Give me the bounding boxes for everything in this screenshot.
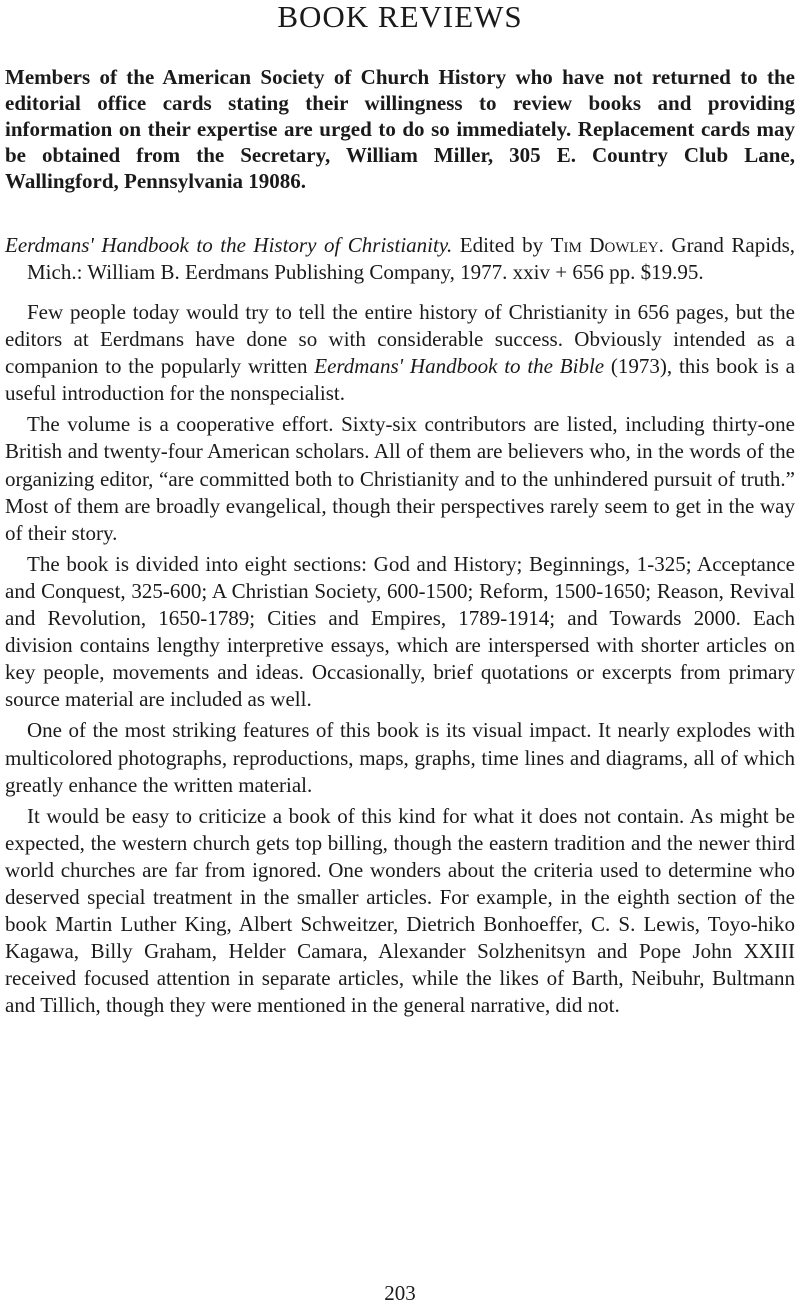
review-paragraph-2: The volume is a cooperative effort. Sixty-six contributors are listed, including thirty-one British and twenty-four American scholars. All of them are believers who, in the words of the organizing editor, “are committed both to Christianity and to the unhindered pursuit of truth.” Most of them are broadly evangelical, though their perspectives rarely seem to get in the way of their story. — [5, 412, 795, 545]
book-title: Eerdmans' Handbook to the History of Christianity. — [5, 233, 453, 257]
publication-info: Grand Rapids, Mich.: William B. Eerdmans Publishing Company, 1977. xxiv + 656 pp. $19.95. — [27, 233, 796, 284]
edited-by-label: Edited by — [459, 233, 544, 257]
review-paragraph-3: The book is divided into eight sections: God and History; Beginnings, 1-325; Acceptance and Conquest, 325-600; A Christian Society, 600-1500; Reform, 1500-1650; Reason, Revival and Revolution, 1650-1789; Cities and Empires, 1789-1914; and Towards 2000. Each division contains lengthy interpretive essays, which are interspersed with shorter articles on key people, movements and ideas. Occasionally, brief quotations or excerpts from primary source material are included as well. — [5, 551, 795, 712]
notice-paragraph: Members of the American Society of Church History who have not returned to the editorial office cards stating their willingness to review books and providing information on their expertise are urged to do so immediately. Replacement cards may be obtained from the Secretary, William Miller, 305 E. Country Club Lane, Wallingford, Pennsylvania 19086. — [5, 65, 795, 193]
paragraph-text: Few people today would try to tell the entire history of Christianity in 656 pages, but the editors at Eerdmans have done so with considerable success. Obviously intended as a companion to the popularly written — [5, 300, 795, 379]
review-paragraph-1 — [5, 299, 795, 407]
review-body — [5, 299, 795, 1019]
page — [5, 0, 795, 1019]
section-title: BOOK REVIEWS — [277, 0, 523, 34]
referenced-book-title: Eerdmans' Handbook to the Bible — [314, 354, 605, 379]
page-number: 203 — [384, 1281, 416, 1305]
editor-name: Tim Dowley. — [550, 233, 664, 257]
paragraph-text: (1973), this book is a useful introduction for the nonspecialist. — [5, 354, 795, 406]
review-paragraph-5: It would be easy to criticize a book of this kind for what it does not contain. As might be expected, the western church gets top billing, though the eastern tradition and the newer third world churches are far from ignored. One wonders about the criteria used to determine who deserved special treatment in the smaller articles. For example, in the eighth section of the book Martin Luther King, Albert Schweitzer, Dietrich Bonhoeffer, C. S. Lewis, Toyo-hiko Kagawa, Billy Graham, Helder Camara, Alexander Solzhenitsyn and Pope John XXIII received focused attention in separate articles, while the likes of Barth, Neibuhr, Bultmann and Tillich, though they were mentioned in the general narrative, did not. — [5, 803, 795, 1018]
book-citation — [5, 232, 795, 286]
review-paragraph-4: One of the most striking features of this book is its visual impact. It nearly explodes with multicolored photographs, reproductions, maps, graphs, time lines and diagrams, all of which greatly enhance the written material. — [5, 718, 795, 797]
